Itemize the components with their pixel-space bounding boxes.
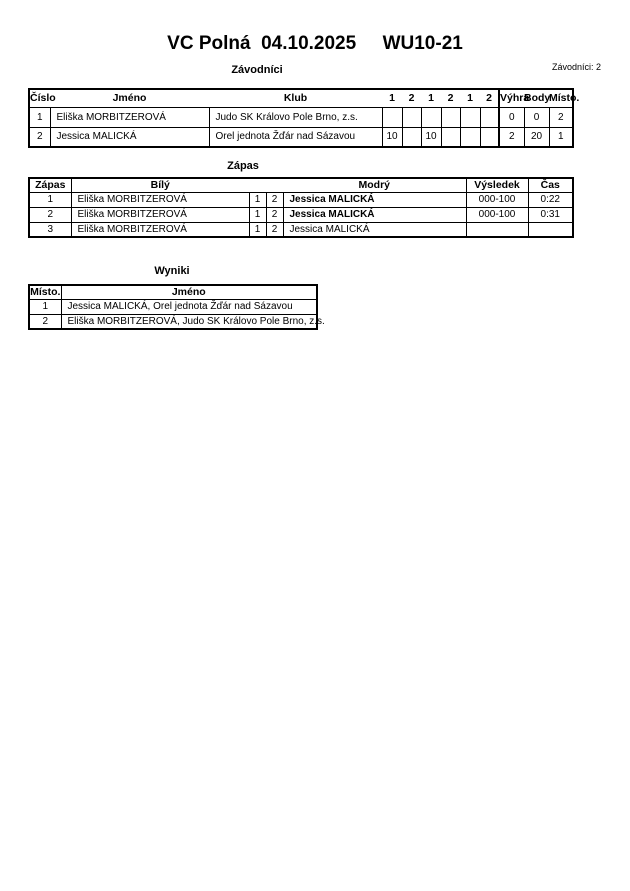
cell-klub: Orel jednota Žďár nad Sázavou <box>209 127 382 147</box>
cell-white-num: 1 <box>249 222 266 237</box>
cell-blue-num: 2 <box>266 222 283 237</box>
header-score-5: 1 <box>460 89 480 107</box>
header-jmeno: Jméno <box>61 285 317 299</box>
result-row <box>29 299 317 314</box>
cell-score-4 <box>441 107 460 127</box>
cell-blue-name: Jessica MALICKÁ <box>283 207 466 222</box>
cell-blue-name: Jessica MALICKÁ <box>283 222 466 237</box>
header-zapas: Zápas <box>29 178 71 192</box>
header-misto: Místo. <box>30 286 61 299</box>
cell-cislo: 1 <box>29 107 50 127</box>
match-row <box>29 192 573 207</box>
cell-score-2 <box>402 107 421 127</box>
cell-score-1 <box>382 107 402 127</box>
cell-white-name: Eliška MORBITZEROVÁ <box>71 222 249 237</box>
cell-vyhra: 2 <box>499 127 524 147</box>
cell-result <box>466 222 528 237</box>
cell-white-name: Eliška MORBITZEROVÁ <box>71 192 249 207</box>
cell-result: 000-100 <box>466 207 528 222</box>
cell-blue-num: 2 <box>266 207 283 222</box>
header-vyhra: Výhra <box>499 89 524 107</box>
cell-time: 0:31 <box>528 207 573 222</box>
header-score-2: 2 <box>402 89 421 107</box>
competitors-section-title: Závodníci <box>231 64 283 76</box>
cell-match-num: 1 <box>29 192 71 207</box>
cell-misto: 2 <box>549 107 573 127</box>
header-blue-num <box>266 178 283 192</box>
cell-misto: 1 <box>29 299 61 314</box>
results-header-row <box>29 285 317 299</box>
cell-blue-num: 2 <box>266 192 283 207</box>
cell-score-4 <box>441 127 460 147</box>
cell-cislo: 2 <box>29 127 50 147</box>
header-modry: Modrý <box>283 178 466 192</box>
header-jmeno: Jméno <box>50 89 209 107</box>
cell-misto: 2 <box>29 314 61 329</box>
cell-jmeno: Eliška MORBITZEROVÁ <box>50 107 209 127</box>
cell-time <box>528 222 573 237</box>
header-body: Body <box>524 89 549 107</box>
cell-blue-name: Jessica MALICKÁ <box>283 192 466 207</box>
matches-section-title: Zápas <box>227 160 259 172</box>
cell-jmeno: Jessica MALICKÁ <box>50 127 209 147</box>
cell-score-2 <box>402 127 421 147</box>
cell-score-6 <box>480 127 499 147</box>
header-vysledek: Výsledek <box>466 178 528 192</box>
cell-score-5 <box>460 107 480 127</box>
matches-table <box>28 177 574 238</box>
page-title: VC Polná 04.10.2025 WU10-21 <box>167 33 463 54</box>
cell-white-num: 1 <box>249 192 266 207</box>
cell-result: 000-100 <box>466 192 528 207</box>
header-misto: Místo. <box>549 89 573 107</box>
header-score-4: 2 <box>441 89 460 107</box>
competitors-count-label: Závodníci: 2 <box>551 62 601 72</box>
matches-header-row <box>29 178 573 192</box>
cell-jmeno: Eliška MORBITZEROVÁ, Judo SK Královo Pole Brno, z.s. <box>61 314 317 329</box>
results-section-title: Wyniki <box>154 265 190 277</box>
competitor-row <box>29 127 573 147</box>
competitors-header-row <box>29 89 573 107</box>
competitors-table <box>28 88 580 148</box>
cell-score-5 <box>460 127 480 147</box>
results-table <box>28 284 325 330</box>
header-white-num <box>249 178 266 192</box>
header-score-1: 1 <box>382 89 402 107</box>
cell-misto: 1 <box>549 127 573 147</box>
cell-time: 0:22 <box>528 192 573 207</box>
cell-score-3: 10 <box>421 127 441 147</box>
header-klub: Klub <box>209 89 382 107</box>
match-row <box>29 207 573 222</box>
cell-white-name: Eliška MORBITZEROVÁ <box>71 207 249 222</box>
cell-klub: Judo SK Královo Pole Brno, z.s. <box>209 107 382 127</box>
cell-body: 20 <box>524 127 549 147</box>
result-row <box>29 314 317 329</box>
cell-body: 0 <box>524 107 549 127</box>
cell-jmeno: Jessica MALICKÁ, Orel jednota Žďár nad Sázavou <box>61 299 317 314</box>
cell-score-3 <box>421 107 441 127</box>
cell-match-num: 3 <box>29 222 71 237</box>
cell-vyhra: 0 <box>499 107 524 127</box>
competitor-row <box>29 107 573 127</box>
header-score-3: 1 <box>421 89 441 107</box>
header-cislo: Číslo <box>29 89 50 107</box>
cell-score-1: 10 <box>382 127 402 147</box>
header-score-6: 2 <box>480 89 499 107</box>
cell-match-num: 2 <box>29 207 71 222</box>
match-row <box>29 222 573 237</box>
header-bily: Bílý <box>71 178 249 192</box>
cell-white-num: 1 <box>249 207 266 222</box>
cell-score-6 <box>480 107 499 127</box>
header-cas: Čas <box>528 178 573 192</box>
